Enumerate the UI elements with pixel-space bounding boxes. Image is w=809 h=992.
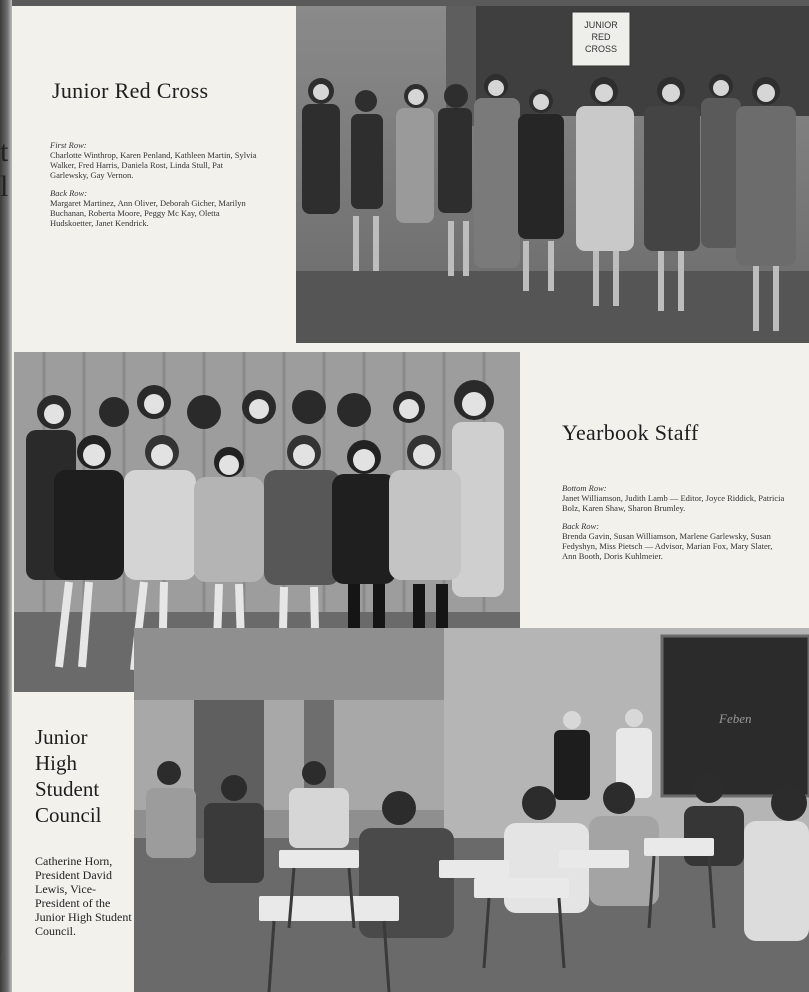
- first-row-names: Charlotte Winthrop, Karen Penland, Kathleen Martin, Sylvia Walker, Fred Harris, Daniela Rost, Linda Stull, Pat Garlewsky, Gay Vernon.: [50, 150, 257, 180]
- stray-mark-1: t: [0, 135, 9, 168]
- yearbook-staff-caption: [562, 483, 787, 561]
- student-council-title: [35, 724, 135, 828]
- bottom-row-label: Bottom Row:: [562, 483, 607, 493]
- council-title-line-1: Junior: [35, 725, 88, 749]
- council-title-line-2: High: [35, 751, 77, 775]
- sign-board: [572, 12, 630, 66]
- student-council-photo: [134, 628, 809, 992]
- junior-red-cross-caption: [50, 140, 260, 228]
- page-number: 8: [1, 952, 6, 962]
- yearbook-back-row-label: Back Row:: [562, 521, 600, 531]
- junior-red-cross-photo: [296, 6, 809, 343]
- council-title-line-3: Student: [35, 777, 100, 801]
- first-row-label: First Row:: [50, 140, 87, 150]
- yearbook-back-row-names: Brenda Gavin, Susan Williamson, Marlene Garlewsky, Susan Fedyshyn, Miss Pietsch — Advisor, Marian Fox, Mary Slater, Ann Booth, Doris Kuhlmeier.: [562, 531, 773, 561]
- bottom-row-names: Janet Williamson, Judith Lamb — Editor, Joyce Riddick, Patricia Bolz, Karen Shaw, Sharon Brumley.: [562, 493, 785, 513]
- sign-line-1: JUNIOR: [584, 20, 618, 30]
- sign-line-3: CROSS: [584, 44, 618, 54]
- chalkboard-text: Feben: [719, 711, 752, 726]
- stray-mark-2: l: [0, 170, 9, 203]
- junior-red-cross-title: Junior Red Cross: [52, 78, 209, 103]
- back-row-label: Back Row:: [50, 188, 88, 198]
- sign-line-2: RED: [591, 32, 611, 42]
- yearbook-staff-title: Yearbook Staff: [562, 420, 699, 445]
- chalkboard: [662, 636, 809, 796]
- student-council-caption: Catherine Horn, President David Lewis, Vice-President of the Junior High Student Council.: [35, 854, 132, 938]
- council-title-line-4: Council: [35, 803, 102, 827]
- back-row-names: Margaret Martinez, Ann Oliver, Deborah Gicher, Marilyn Buchanan, Roberta Moore, Peggy Mc Kay, Oletta Hudskoetter, Janet Kendrick.: [50, 198, 246, 228]
